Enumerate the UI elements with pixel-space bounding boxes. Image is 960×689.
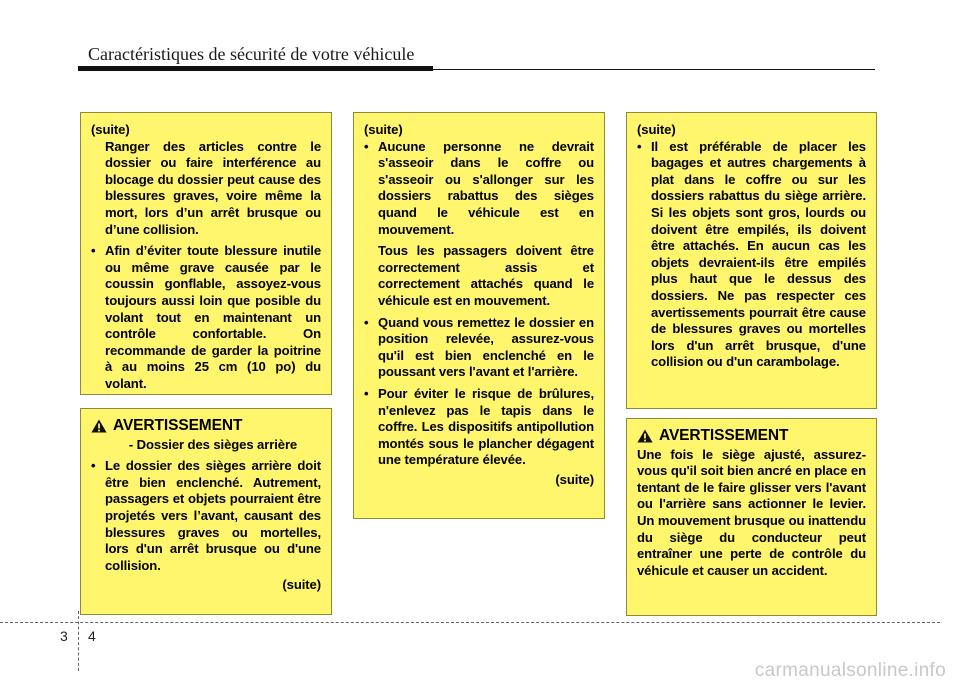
col3-warning-box <box>626 418 877 616</box>
footer-dashed-rule <box>0 622 940 623</box>
bullet-dot: • <box>364 385 369 401</box>
suite-label: (suite) <box>637 122 676 137</box>
paragraph: Tous les passagers doivent être correctement assis et correctement attachés quand le véhicule est en mouvement. <box>378 243 594 308</box>
page-header-title: Caractéristiques de sécurité de votre véhicule <box>88 44 415 64</box>
bullet-dot: • <box>91 458 96 474</box>
warning-triangle-icon <box>91 419 107 433</box>
header-rule-thick <box>78 66 433 71</box>
warning-subtitle: - Dossier des sièges arrière <box>128 436 298 452</box>
page-number: 4 <box>88 628 96 644</box>
warning-title: AVERTISSEMENT <box>113 417 243 434</box>
header-rule-thin <box>433 69 875 71</box>
suite-label: (suite) <box>91 122 130 137</box>
footer-vertical-dashed-rule <box>78 611 79 671</box>
bullet-item: • Le dossier des sièges arrière doit être bien enclenché. Autrement, passagers et objets pourraient être projetés vers l’avant, causant des blessures graves ou mortelles, lors d'un arrêt brusque ou d'une collision. <box>91 458 321 573</box>
bullet-item: • Quand vous remettez le dossier en position relevée, assurez-vous qu'il est bien enclenché en le poussant vers l'avant et l'arrière. <box>364 314 594 380</box>
col1-continuation-box <box>80 112 332 395</box>
bullet-dot: • <box>91 243 96 259</box>
paragraph: Ranger des articles contre le dossier ou faire interférence au blocage du dossier peut cause des blessures graves, voire même la mort, lors d’un arrêt brusque ou d’une collision. <box>105 138 321 237</box>
bullet-item: • Pour éviter le risque de brûlures, n'enlevez pas le tapis dans le coffre. Les dispositifs antipollution montés sous le plancher dégagent une température élevée. <box>364 385 594 468</box>
warning-triangle-icon <box>637 429 653 443</box>
bullet-item: • Aucune personne ne devrait s'asseoir dans le coffre ou s'asseoir ou s'allonger sur les dossiers rabattus des sièges quand le véhicule est en mouvement. <box>364 138 594 237</box>
col1-warning-box <box>80 408 332 615</box>
col2-continuation-box <box>353 112 605 519</box>
suite-label-end: (suite) <box>555 471 594 487</box>
suite-label-end: (suite) <box>282 577 321 593</box>
bullet-item: • Afin d’éviter toute blessure inutile ou même grave causée par le coussin gonflable, assoyez-vous toujours aussi loin que posible du volant tout en maintenant un contrôle confortable. On recommande de garder la poitrine à au moins 25 cm (10 po) du volant. <box>91 243 321 391</box>
page-number-chapter: 3 <box>60 628 68 644</box>
bullet-dot: • <box>637 138 642 154</box>
suite-label: (suite) <box>364 122 403 137</box>
col3-continuation-box <box>626 112 877 409</box>
warning-heading <box>91 418 321 435</box>
bullet-dot: • <box>364 138 369 154</box>
watermark-text: carmanualsonline.info <box>754 660 946 681</box>
bullet-item: • Il est préférable de placer les bagages et autres chargements à plat dans le coffre ou sur les dossiers rabattus du siège arrière. Si les objets sont gros, lourds ou doivent être empilés, ils doivent être attachés. En aucun cas les objets devraient-ils être empilés plus haut que le dessus des dossiers. Ne pas respecter ces avertissements pourrait être cause de blessures graves ou mortelles lors d'un arrêt brusque, d'une collision ou d'un carambolage. <box>637 138 866 370</box>
warning-title: AVERTISSEMENT <box>659 427 789 444</box>
warning-body: Une fois le siège ajusté, assurez-vous qu'il soit bien ancré en place en tentant de le faire glisser vers l'avant ou l'arrière sans actionner le levier. Un mouvement brusque ou inattendu du siège du conducteur peut entraîner une perte de contrôle du véhicule et causer un accident. <box>637 446 866 578</box>
warning-heading <box>637 428 866 445</box>
bullet-dot: • <box>364 314 369 330</box>
